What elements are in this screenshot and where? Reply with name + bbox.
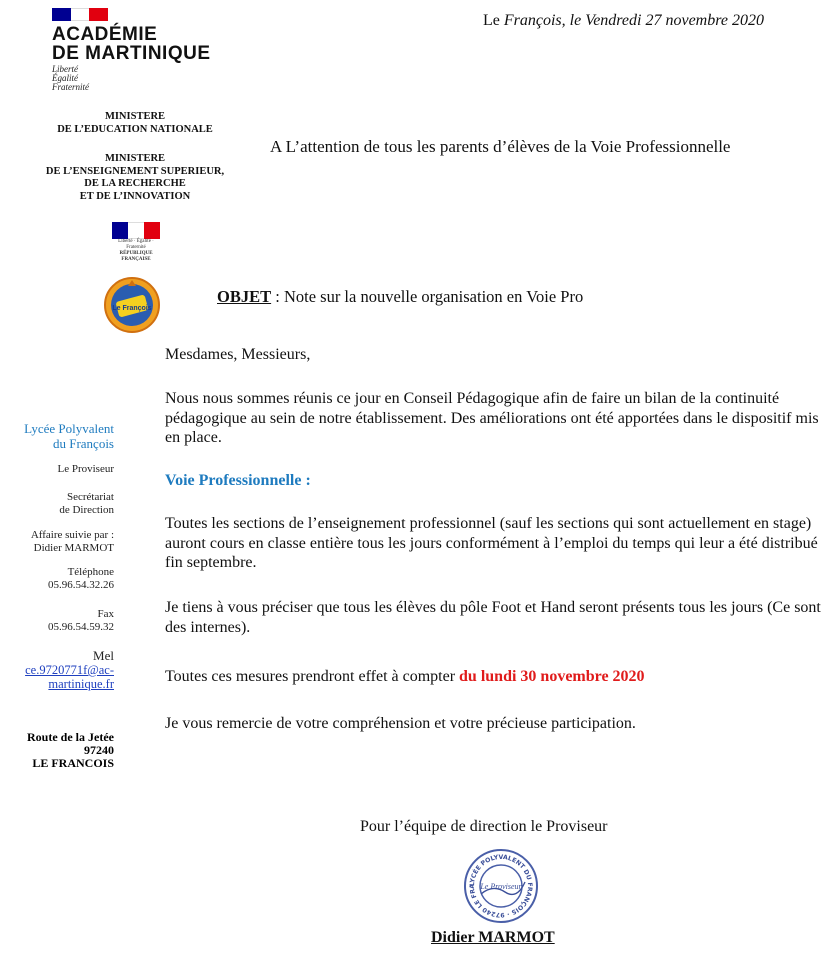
sidebar-school-name — [24, 421, 114, 451]
school-logo-text: Le François — [112, 305, 152, 312]
school-name-line2: du François — [52, 436, 114, 451]
marianne-flag-icon — [52, 8, 108, 21]
school-seal-icon — [463, 848, 539, 924]
seal-center-text: Le Proviseur — [480, 882, 522, 891]
small-flag-motto: Liberté · Égalité · Fraternité — [118, 239, 154, 250]
motto-liberte: Liberté — [52, 64, 78, 74]
academie-name-line1: ACADÉMIE — [52, 24, 158, 45]
sidebar-secretariat — [59, 491, 114, 516]
date-prefix: Le — [483, 12, 504, 29]
republique-francaise-logo — [112, 222, 160, 263]
seal-ring-text: LYCÉE POLYVALENT DU FRANÇOIS · 97240 LE FRA — [468, 853, 534, 919]
sidebar-mel — [25, 648, 114, 691]
fax-value: 05.96.54.59.32 — [48, 620, 114, 633]
ministry2-line2: DE L’ENSEIGNEMENT SUPERIEUR, — [45, 165, 225, 177]
email-line1: ce.9720771f@ac- — [25, 663, 114, 677]
signer-name: Didier MARMOT — [431, 929, 555, 946]
small-flag-republique: RÉPUBLIQUE FRANÇAISE — [119, 251, 153, 262]
phone-label: Téléphone — [67, 566, 114, 578]
sidebar-fax — [48, 608, 114, 633]
secretariat-line1: Secrétariat — [66, 491, 114, 503]
paragraph-conseil: Nous nous sommes réunis ce jour en Conseil Pédagogique afin de faire un bilan de la continuité pédagogique au sein de notre établissement. Des améliorations ont été apportées dans le dispositif mis en place. — [165, 390, 819, 446]
ministry-education — [20, 111, 250, 136]
paragraph-sections: Toutes les sections de l’enseignement professionnel (sauf les sections qui sont actuellement en stage) auront cours en classe entière tous les jours conformément à l’emploi du temps qui leur a été distribué fin septembre. — [165, 515, 818, 571]
phone-value: 05.96.54.32.26 — [48, 578, 114, 591]
paragraph-thanks: Je vous remercie de votre compréhension et votre précieuse participation. — [165, 715, 636, 732]
effective-date-highlight: du lundi 30 novembre 2020 — [459, 668, 645, 685]
fax-label: Fax — [97, 608, 114, 620]
address-line2: 97240 — [84, 743, 114, 757]
sidebar-phone — [48, 566, 114, 591]
school-name-line1: Lycée Polyvalent — [24, 421, 114, 436]
letter-date — [483, 12, 764, 30]
school-logo-icon — [103, 276, 161, 334]
paragraph-effective-date — [165, 667, 835, 687]
greeting: Mesdames, Messieurs, — [165, 346, 311, 363]
effective-date-prefix: Toutes ces mesures prendront effet à compter — [165, 668, 460, 685]
sidebar-address — [27, 731, 114, 770]
subject-line — [217, 287, 583, 307]
subject-label: OBJET — [217, 287, 272, 306]
ministry2-line3: DE LA RECHERCHE — [84, 178, 186, 189]
recipient-line: A L’attention de tous les parents d’élèves de la Voie Professionnelle — [270, 137, 731, 156]
address-line1: Route de la Jetée — [27, 730, 114, 744]
motto-fraternite: Fraternité — [52, 82, 89, 92]
email-line2: martinique.fr — [48, 677, 114, 691]
secretariat-line2: de Direction — [59, 503, 114, 516]
academie-logo — [52, 8, 240, 92]
address-line3: LE FRANCOIS — [32, 756, 114, 770]
academie-name-line2: DE MARTINIQUE — [52, 43, 211, 64]
motto-egalite: Égalité — [52, 73, 78, 83]
signature-line: Pour l’équipe de direction le Proviseur — [360, 818, 608, 835]
small-flag-icon — [112, 222, 160, 239]
email-link[interactable] — [25, 663, 114, 691]
section-title-voie-pro: Voie Professionnelle : — [165, 472, 311, 489]
affaire-line2: Didier MARMOT — [33, 541, 114, 554]
academie-name — [52, 25, 240, 63]
republic-motto — [52, 65, 240, 92]
affaire-line1: Affaire suivie par : — [30, 529, 114, 541]
ministry1-line2: DE L’EDUCATION NATIONALE — [57, 123, 213, 135]
paragraph-foot-hand: Je tiens à vous préciser que tous les élèves du pôle Foot et Hand seront présents tous les jours (Ce sont des internes). — [165, 599, 821, 636]
sidebar-affaire — [31, 529, 114, 554]
ministry2-line4: ET DE L’INNOVATION — [79, 190, 191, 202]
ministry2-line1: MINISTERE — [104, 153, 166, 164]
date-text: François, le Vendredi 27 novembre 2020 — [503, 12, 764, 29]
ministry-higher-education — [20, 153, 250, 203]
ministry1-line1: MINISTERE — [104, 111, 166, 122]
subject-text: : Note sur la nouvelle organisation en Voie Pro — [271, 287, 584, 306]
sidebar-proviseur: Le Proviseur — [57, 463, 114, 475]
mel-label: Mel — [93, 648, 114, 663]
